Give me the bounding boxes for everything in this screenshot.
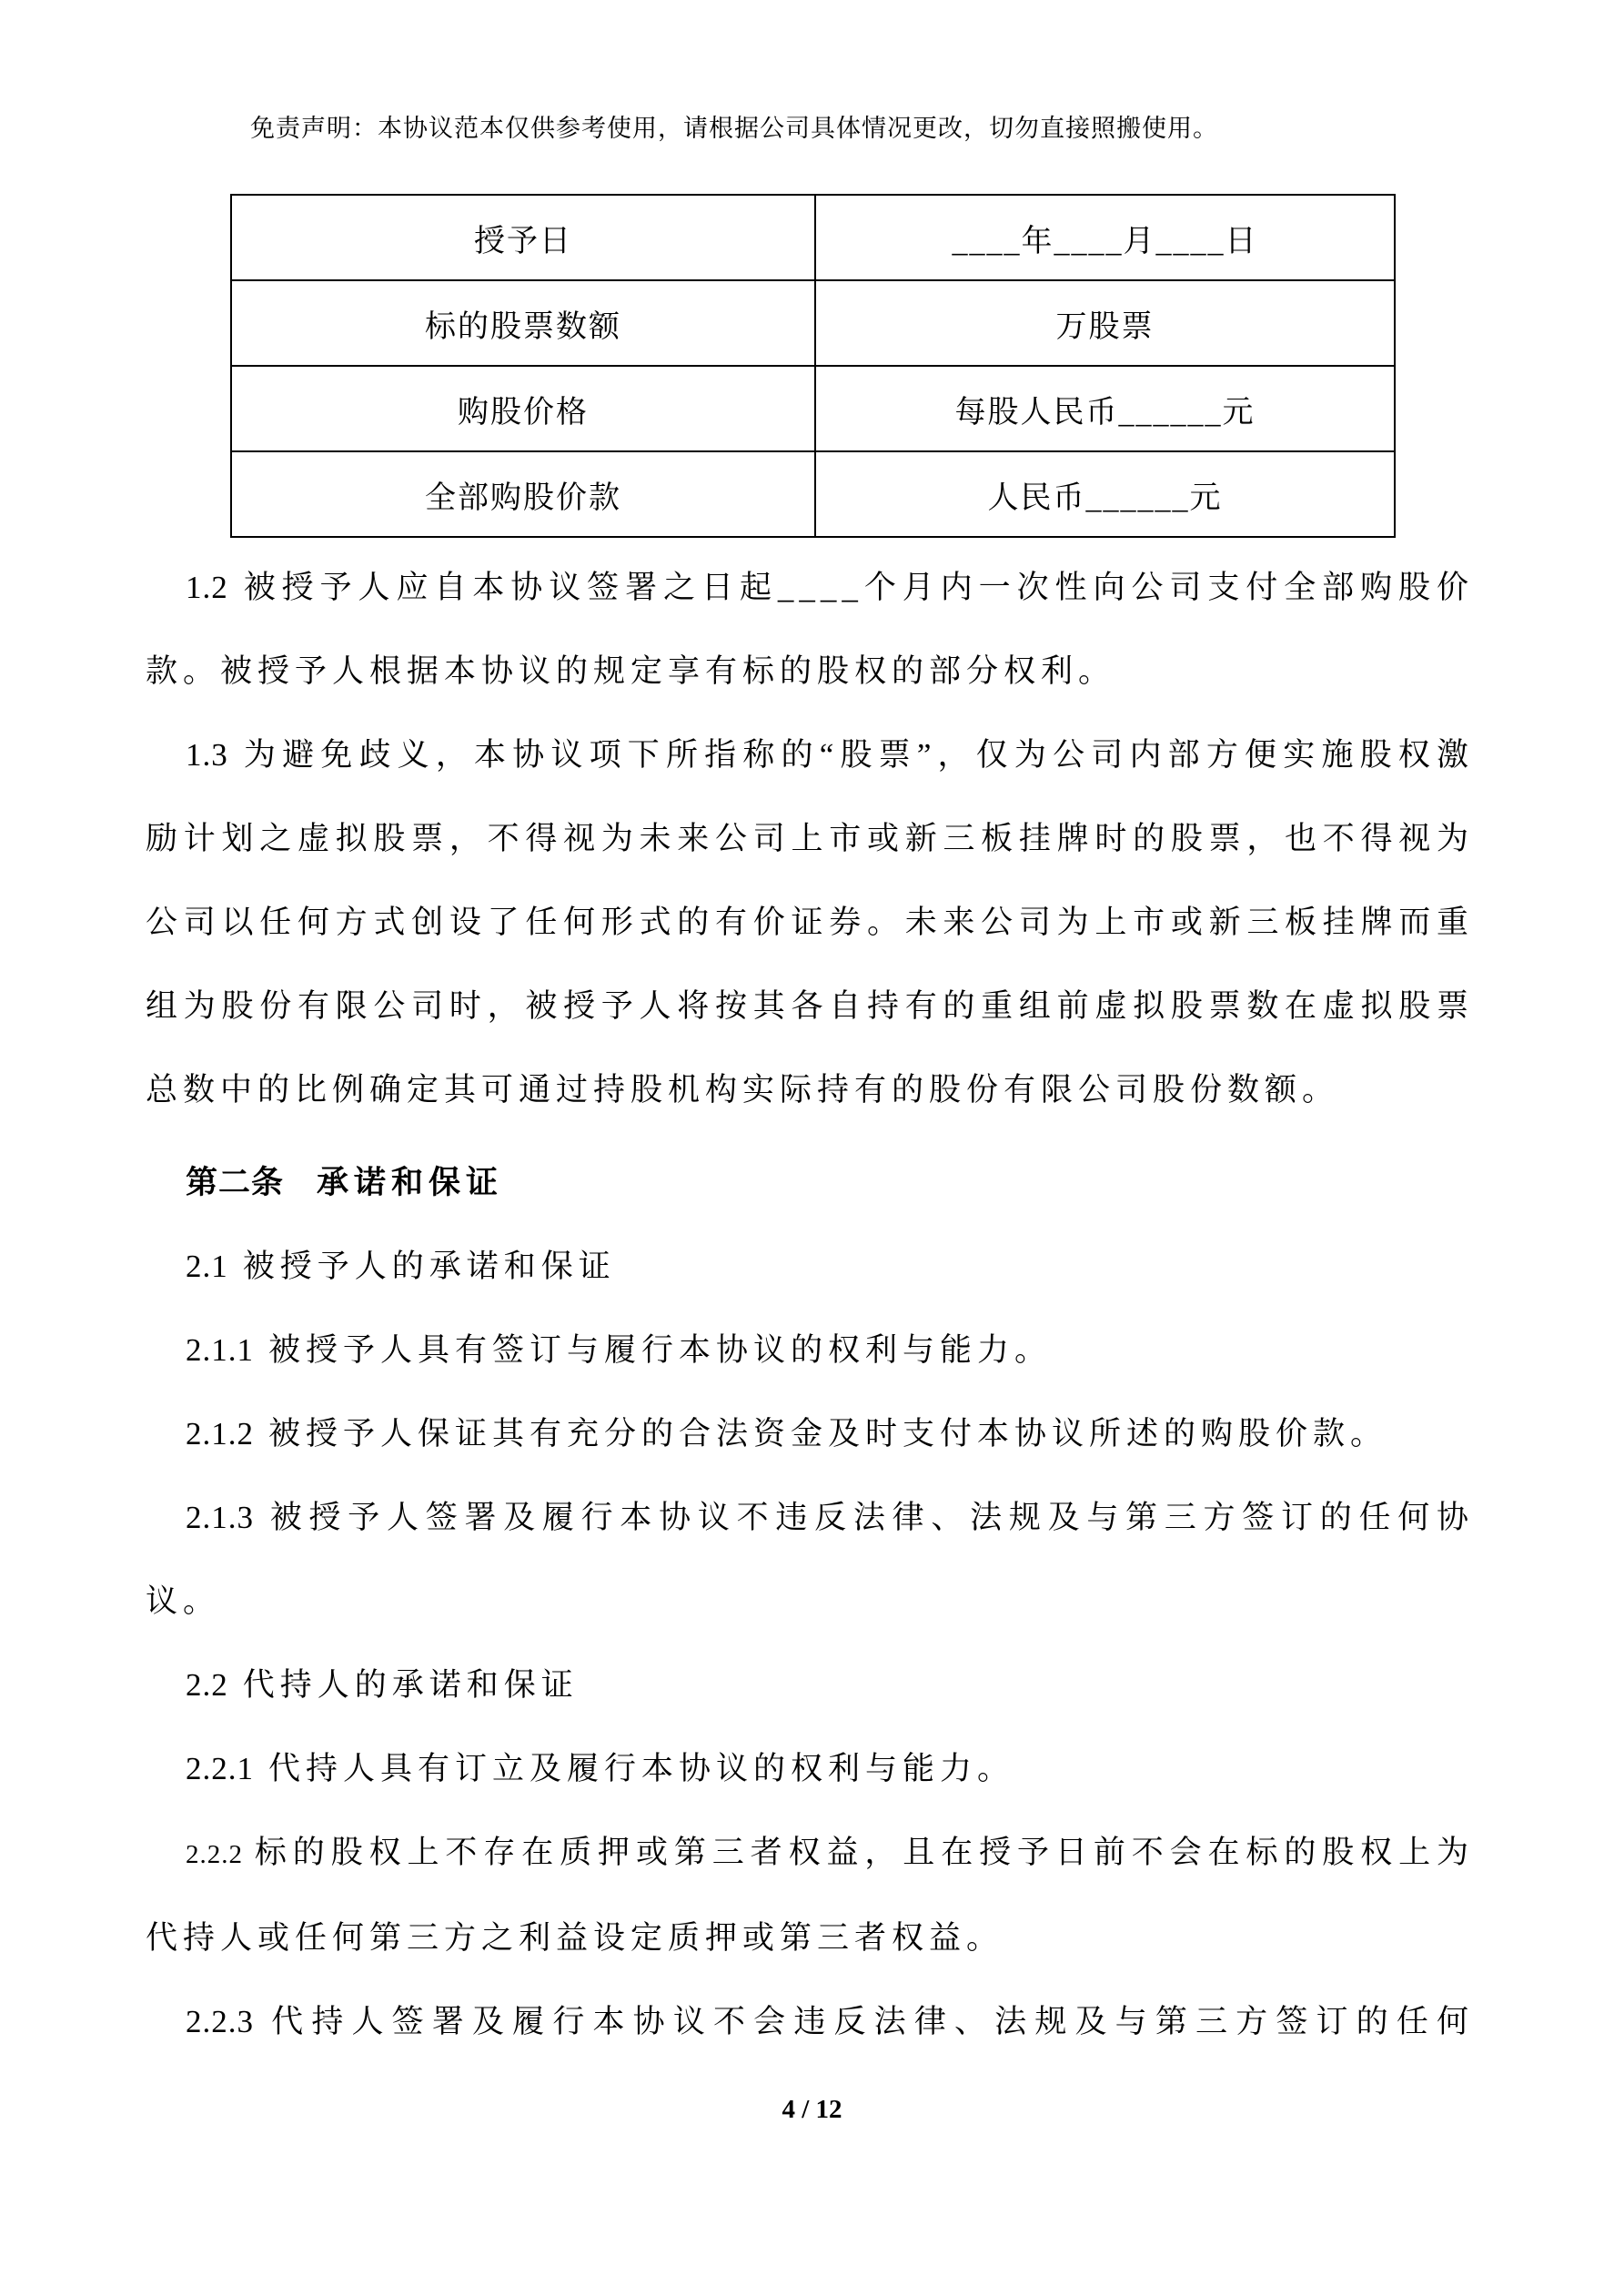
clause-text: 被授予人具有签订与履行本协议的权利与能力。 [268, 1332, 1053, 1368]
clause-text: 代持人具有订立及履行本协议的权利与能力。 [268, 1751, 1015, 1786]
clause-number: 1.2 [186, 570, 228, 605]
clause-number: 2.1.3 [186, 1500, 254, 1535]
paragraph-1-3 [146, 713, 1474, 1132]
table-cell-label: 授予日 [231, 195, 815, 280]
table-cell-value: 人民币______元 [815, 451, 1395, 537]
paragraph-2-2-3 [146, 1980, 1474, 2064]
clause-number: 1.3 [186, 737, 228, 773]
table-row-total-price [231, 451, 1395, 537]
clause-text: 被授予人应自本协议签署之日起____个月内一次性向公司支付全部购股价款。被授予人根据本协议的规定享有标的股权的部分权利。 [146, 570, 1474, 689]
table-cell-label: 购股价格 [231, 366, 815, 451]
clause-number: 2.1 [186, 1249, 228, 1284]
paragraph-2-1-3 [146, 1476, 1474, 1644]
grant-details-table [230, 194, 1396, 538]
document-body [146, 546, 1474, 2064]
clause-number: 2.2 [186, 1667, 228, 1703]
page-number: 4 / 12 [782, 2095, 842, 2124]
paragraph-2-2-1 [146, 1727, 1474, 1811]
paragraph-2-1-1 [146, 1309, 1474, 1392]
paragraph-2-1 [146, 1225, 1474, 1309]
disclaimer-text: 免责声明：本协议范本仅供参考使用，请根据公司具体情况更改，切勿直接照搬使用。 [250, 115, 1218, 142]
table-cell-value: 万股票 [815, 280, 1395, 366]
clause-text: 被授予人的承诺和保证 [242, 1249, 616, 1284]
table-row-grant-date [231, 195, 1395, 280]
article-number: 第二条 [186, 1165, 285, 1200]
table-cell-value: 每股人民币______元 [815, 366, 1395, 451]
clause-text: 代持人的承诺和保证 [242, 1667, 579, 1703]
paragraph-1-2 [146, 546, 1474, 713]
clause-number: 2.2.3 [186, 2004, 254, 2039]
paragraph-2-1-2 [146, 1392, 1474, 1476]
table-cell-label: 全部购股价款 [231, 451, 815, 537]
clause-text: 代持人签署及履行本协议不会违反法律、法规及与第三方签订的任何 [268, 2004, 1474, 2039]
paragraph-2-2-2 [146, 1811, 1474, 1980]
table-row-share-amount [231, 280, 1395, 366]
table-cell-label: 标的股票数额 [231, 280, 815, 366]
clause-text: 标的股权上不存在质押或第三者权益，且在授予日前不会在标的股权上为代持人或任何第三方之利益设定质押或第三者权益。 [146, 1835, 1474, 1956]
clause-text: 为避免歧义，本协议项下所指称的“股票”，仅为公司内部方便实施股权激励计划之虚拟股票，不得视为未来公司上市或新三板挂牌时的股票，也不得视为公司以任何方式创设了任何形式的有价证券。未来公司为上市或新三板挂牌而重组为股份有限公司时，被授予人将按其各自持有的重组前虚拟股票数在虚拟股票总数中的比例确定其可通过持股机构实际持有的股份有限公司股份数额。 [146, 737, 1474, 1108]
table-row-purchase-price [231, 366, 1395, 451]
clause-text: 被授予人保证其有充分的合法资金及时支付本协议所述的购股价款。 [268, 1416, 1388, 1451]
clause-text: 被授予人签署及履行本协议不违反法律、法规及与第三方签订的任何协议。 [146, 1500, 1474, 1619]
clause-number: 2.1.2 [186, 1416, 254, 1451]
article-title: 承诺和保证 [317, 1165, 504, 1200]
paragraph-2-2 [146, 1644, 1474, 1727]
clause-number: 2.1.1 [186, 1332, 254, 1368]
clause-number: 2.2.2 [186, 1840, 243, 1869]
clause-number: 2.2.1 [186, 1751, 254, 1786]
table-cell-value: ____年____月____日 [815, 195, 1395, 280]
section-heading-article-2 [146, 1141, 1474, 1225]
